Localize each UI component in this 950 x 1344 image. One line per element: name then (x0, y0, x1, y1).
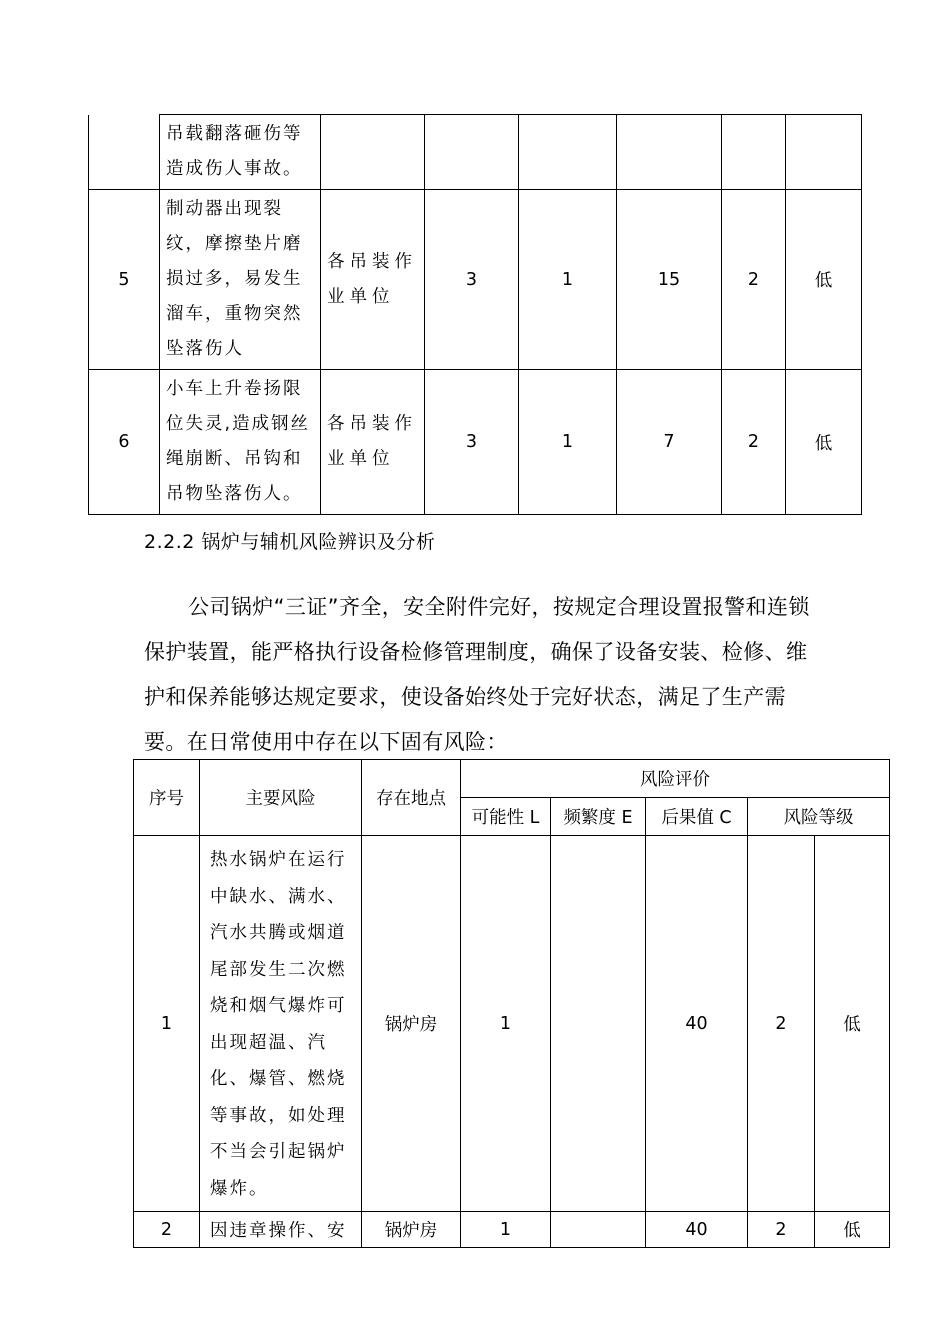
header-consequence: 后果值 C (646, 798, 748, 836)
paragraph-text: 公司锅炉“三证”齐全，安全附件完好，按规定合理设置报警和连锁保护装置，能严格执行设备检修管理制度，确保了设备安装、检修、维护和保养能够达规定要求，使设备始终处于完好状态，满足了生产需要。在日常使用中存在以下固有风险： (144, 595, 810, 754)
consequence-value (617, 115, 722, 190)
risk-location: 各吊装作业单位 (321, 370, 425, 515)
table-row (89, 115, 862, 190)
row-number: 5 (89, 190, 160, 370)
risk-location: 锅炉房 (362, 1212, 461, 1248)
risk-grade-number: 2 (748, 836, 815, 1212)
header-risk-level: 风险等级 (748, 798, 890, 836)
risk-location: 锅炉房 (362, 836, 461, 1212)
likelihood-value (425, 115, 519, 190)
body-paragraph (144, 585, 824, 765)
header-row (134, 760, 890, 798)
likelihood-value: 1 (461, 836, 551, 1212)
risk-description: 吊载翻落砸伤等造成伤人事故。 (160, 115, 321, 190)
table-row (89, 370, 862, 515)
frequency-value: 1 (519, 370, 617, 515)
likelihood-value: 1 (461, 1212, 551, 1248)
crane-risk-table (88, 114, 862, 515)
header-likelihood: 可能性 L (461, 798, 551, 836)
risk-location (321, 115, 425, 190)
consequence-value: 40 (646, 1212, 748, 1248)
risk-description: 因违章操作、安 (200, 1212, 362, 1248)
header-risk: 主要风险 (200, 760, 362, 836)
risk-description: 制动器出现裂纹，摩擦垫片磨损过多，易发生溜车，重物突然坠落伤人 (160, 190, 321, 370)
risk-location: 各吊装作业单位 (321, 190, 425, 370)
consequence-value: 15 (617, 190, 722, 370)
consequence-value: 40 (646, 836, 748, 1212)
risk-level (786, 115, 862, 190)
frequency-value (551, 836, 646, 1212)
risk-description: 小车上升卷扬限位失灵,造成钢丝绳崩断、吊钩和吊物坠落伤人。 (160, 370, 321, 515)
consequence-value: 7 (617, 370, 722, 515)
risk-grade-number: 2 (722, 190, 786, 370)
row-number: 1 (134, 836, 200, 1212)
risk-grade-number: 2 (748, 1212, 815, 1248)
likelihood-value: 3 (425, 190, 519, 370)
likelihood-value: 3 (425, 370, 519, 515)
risk-level: 低 (786, 190, 862, 370)
row-number (89, 115, 160, 190)
boiler-risk-table (133, 759, 890, 1248)
table-row (134, 836, 890, 1212)
table-row (89, 190, 862, 370)
risk-description: 热水锅炉在运行中缺水、满水、汽水共腾或烟道尾部发生二次燃烧和烟气爆炸可出现超温、汽化、爆管、燃烧等事故，如处理不当会引起锅炉爆炸。 (200, 836, 362, 1212)
header-frequency: 频繁度 E (551, 798, 646, 836)
table-row (134, 1212, 890, 1248)
frequency-value (519, 115, 617, 190)
risk-grade-number: 2 (722, 370, 786, 515)
header-evaluation: 风险评价 (461, 760, 890, 798)
frequency-value: 1 (519, 190, 617, 370)
section-heading: 2.2.2 锅炉与辅机风险辨识及分析 (144, 531, 436, 553)
header-location: 存在地点 (362, 760, 461, 836)
risk-level: 低 (786, 370, 862, 515)
risk-level: 低 (815, 1212, 890, 1248)
row-number: 6 (89, 370, 160, 515)
risk-grade-number (722, 115, 786, 190)
row-number: 2 (134, 1212, 200, 1248)
frequency-value (551, 1212, 646, 1248)
header-no: 序号 (134, 760, 200, 836)
risk-level: 低 (815, 836, 890, 1212)
